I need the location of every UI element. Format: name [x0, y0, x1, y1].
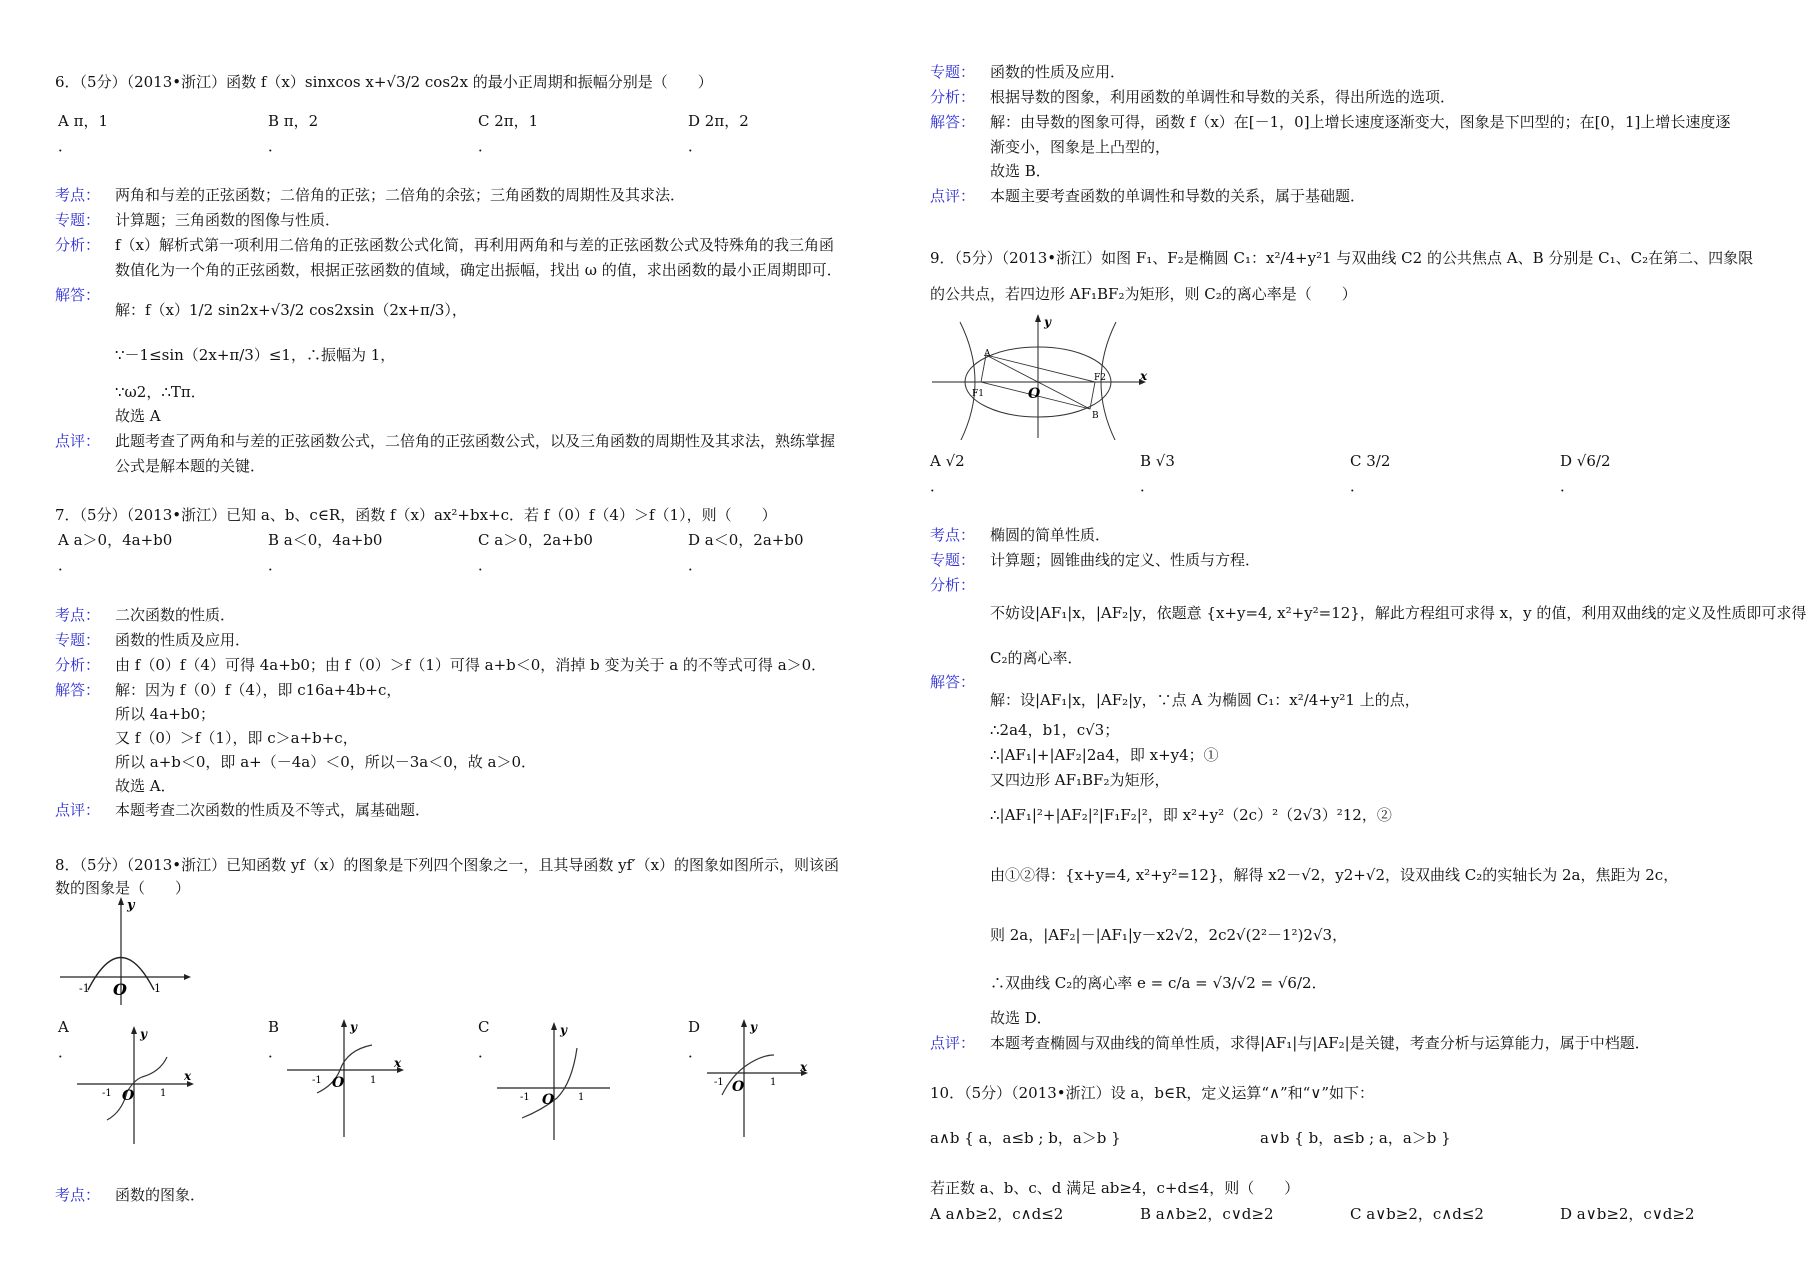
svg-text:B: B	[1092, 411, 1099, 421]
q7-stem: 7．（5分）（2013•浙江）已知 a、b、c∈R，函数 f（x）ax²+bx+c．若 f（0）f（4）＞f（1），则（ ）	[55, 506, 777, 524]
q7-dot-a: ．	[58, 556, 74, 574]
svg-text:O: O	[113, 980, 127, 999]
q9-stem-line2: 的公共点，若四边形 AF₁BF₂为矩形，则 C₂的离心率是（ ）	[930, 285, 1357, 303]
q9-jieda-line8: ∴双曲线 C₂的离心率 e = c/a = √3/√2 = √6/2．	[990, 974, 1327, 992]
q7-fenxi-label: 分析：	[55, 656, 101, 674]
q8-dianping-label: 点评：	[930, 187, 976, 205]
q9-kaodian-label: 考点：	[930, 526, 976, 544]
q10-condition: 若正数 a、b、c、d 满足 ab≥4，c+d≤4，则（ ）	[930, 1179, 1300, 1197]
q9-option-a: A √2	[930, 452, 965, 470]
svg-text:y: y	[560, 1023, 567, 1037]
q8-kaodian-label: 考点：	[55, 1186, 101, 1204]
q6-kaodian-label: 考点：	[55, 186, 101, 204]
q6-dianping-line2: 公式是解本题的关键．	[115, 457, 266, 475]
q7-dot-b: ．	[268, 556, 284, 574]
q10-option-d: D a∨b≥2，c∨d≥2	[1560, 1205, 1695, 1223]
q6-option-a: A π，1	[58, 112, 109, 130]
q7-option-b: B a＜0，4a+b0	[268, 531, 383, 549]
q9-stem-line1: 9．（5分）（2013•浙江）如图 F₁、F₂是椭圆 C₁：x²/4+y²1 与双曲线 C2 的公共焦点 A、B 分别是 C₁、C₂在第二、四象限	[930, 249, 1754, 267]
q8-fenxi-label: 分析：	[930, 88, 976, 106]
q9-option-d: D √6/2	[1560, 452, 1611, 470]
svg-text:y: y	[140, 1027, 147, 1041]
q8-graph-b	[282, 1015, 412, 1140]
q9-dianping-label: 点评：	[930, 1034, 976, 1052]
q8-jieda-line1: 解：由导数的图象可得，函数 f（x）在[－1，0]上增长速度逐渐变大，图象是下凹型的；在[0，1]上增长速度逐	[990, 113, 1731, 131]
q8-jieda-line2: 渐变小，图象是上凸型的，	[990, 138, 1171, 156]
q7-option-d: D a＜0，2a+b0	[688, 531, 804, 549]
svg-text:1: 1	[154, 982, 161, 995]
svg-text:A: A	[984, 349, 991, 359]
q6-jieda-line4: 故选 A	[115, 407, 161, 425]
q9-dot-a: ．	[930, 477, 946, 495]
q7-dot-d: ．	[688, 556, 704, 574]
q9-dianping: 本题考查椭圆与双曲线的简单性质，求得|AF₁|与|AF₂|是关键，考查分析与运算能力，属于中档题．	[990, 1034, 1650, 1052]
q9-jieda-line7: 则 2a，|AF₂|－|AF₁|y－x2√2，2c2√(2²－1²)2√3，	[990, 926, 1348, 944]
q9-ellipse-hyperbola-figure	[930, 310, 1160, 440]
q9-jieda-line2: ∴2a4，b1，c√3；	[990, 721, 1120, 739]
q7-kaodian-label: 考点：	[55, 606, 101, 624]
svg-text:-1: -1	[714, 1077, 724, 1088]
q8-fenxi: 根据导数的图象，利用函数的单调性和导数的关系，得出所选的选项．	[990, 88, 1456, 106]
svg-text:F2: F2	[1094, 373, 1106, 383]
q8-stem-line1: 8．（5分）（2013•浙江）已知函数 yf（x）的图象是下列四个图象之一，且其导函数 yf′（x）的图象如图所示，则该函	[55, 856, 840, 874]
q6-dot-a: ．	[58, 137, 74, 155]
svg-text:1: 1	[370, 1075, 377, 1086]
q8-graph-d	[702, 1015, 832, 1140]
q8-stem-line2: 数的图象是（ ）	[55, 879, 191, 897]
q7-fenxi: 由 f（0）f（4）可得 4a+b0；由 f（0）＞f（1）可得 a+b＜0，消掉 b 变为关于 a 的不等式可得 a＞0．	[115, 656, 827, 674]
q7-jieda-line2: 所以 4a+b0；	[115, 705, 215, 723]
q7-option-a: A a＞0，4a+b0	[58, 531, 173, 549]
q8-option-c: C	[478, 1018, 490, 1036]
q9-jieda-line6: 由①②得：{x+y=4, x²+y²=12}，解得 x2－√2，y2+√2，设双曲线 C₂的实轴长为 2a，焦距为 2c，	[990, 866, 1679, 884]
q6-stem: 6．（5分）（2013•浙江）函数 f（x）sinxcos x+√3/2 cos2x 的最小正周期和振幅分别是（ ）	[55, 73, 713, 91]
q8-dot-a: ．	[58, 1043, 74, 1061]
q9-zhuanti: 计算题；圆锥曲线的定义、性质与方程．	[990, 551, 1261, 569]
q9-jieda-line4: 又四边形 AF₁BF₂为矩形，	[990, 771, 1170, 789]
q8-derivative-graph	[55, 895, 195, 1010]
q8-graph-a	[72, 1022, 202, 1147]
q6-zhuanti: 计算题；三角函数的图像与性质．	[115, 211, 341, 229]
q7-dot-c: ．	[478, 556, 494, 574]
q8-dot-b: ．	[268, 1043, 284, 1061]
svg-text:O: O	[732, 1079, 745, 1095]
q6-fenxi-line2: 数值化为一个角的正弦函数，根据正弦函数的值域，确定出振幅，找出 ω 的值，求出函数的最小正周期即可．	[115, 261, 842, 279]
svg-text:x: x	[394, 1056, 402, 1070]
q6-dot-b: ．	[268, 137, 284, 155]
q6-option-c: C 2π，1	[478, 112, 539, 130]
q7-option-c: C a＞0，2a+b0	[478, 531, 593, 549]
q9-dot-c: ．	[1350, 477, 1366, 495]
q7-jieda-line1: 解：因为 f（0）f（4），即 c16a+4b+c，	[115, 681, 402, 699]
q7-zhuanti: 函数的性质及应用．	[115, 631, 251, 649]
q7-jieda-label: 解答：	[55, 681, 101, 699]
q9-jieda-line9: 故选 D．	[990, 1009, 1052, 1027]
svg-text:1: 1	[578, 1092, 585, 1103]
q8-kaodian: 函数的图象．	[115, 1186, 206, 1204]
svg-text:y: y	[127, 898, 135, 913]
q6-jieda-label: 解答：	[55, 286, 101, 304]
q9-fenxi-line2: C₂的离心率．	[990, 649, 1083, 667]
q10-stem: 10．（5分）（2013•浙江）设 a，b∈R，定义运算“∧”和“∨”如下：	[930, 1084, 1374, 1102]
q7-jieda-line4: 所以 a+b＜0，即 a+（－4a）＜0，所以－3a＜0，故 a＞0．	[115, 753, 537, 771]
svg-text:-1: -1	[79, 982, 90, 995]
q6-option-b: B π，2	[268, 112, 319, 130]
q9-jieda-line1: 解：设|AF₁|x，|AF₂|y，∵点 A 为椭圆 C₁：x²/4+y²1 上的点，	[990, 691, 1420, 709]
q8-option-a: A	[58, 1018, 69, 1036]
q7-dianping: 本题考查二次函数的性质及不等式，属基础题．	[115, 801, 431, 819]
q9-dot-b: ．	[1140, 477, 1156, 495]
q9-kaodian: 椭圆的简单性质．	[990, 526, 1111, 544]
q6-dot-d: ．	[688, 137, 704, 155]
q8-zhuanti: 函数的性质及应用．	[990, 63, 1126, 81]
svg-text:F1: F1	[972, 389, 984, 399]
q10-option-a: A a∧b≥2，c∧d≤2	[930, 1205, 1064, 1223]
q7-jieda-line3: 又 f（0）＞f（1），即 c＞a+b+c，	[115, 729, 358, 747]
q9-option-b: B √3	[1140, 452, 1175, 470]
q7-zhuanti-label: 专题：	[55, 631, 101, 649]
q10-option-b: B a∧b≥2，c∨d≥2	[1140, 1205, 1274, 1223]
q9-jieda-line5: ∴|AF₁|²+|AF₂|²|F₁F₂|²，即 x²+y²（2c）²（2√3）²12，②	[990, 806, 1392, 824]
q10-def-and: a∧b { a，a≤b ; b，a＞b }	[930, 1129, 1121, 1147]
svg-text:1: 1	[160, 1088, 167, 1099]
q6-zhuanti-label: 专题：	[55, 211, 101, 229]
q8-option-b: B	[268, 1018, 280, 1036]
svg-text:y: y	[1044, 315, 1051, 329]
q6-jieda-line2: ∵－1≤sin（2x+π/3）≤1，∴振幅为 1，	[115, 346, 396, 364]
svg-text:y: y	[350, 1020, 357, 1034]
q8-graph-c	[492, 1018, 622, 1143]
q8-zhuanti-label: 专题：	[930, 63, 976, 81]
q6-jieda-line3: ∵ω2，∴Tπ．	[115, 383, 206, 401]
q8-dot-c: ．	[478, 1043, 494, 1061]
q9-dot-d: ．	[1560, 477, 1576, 495]
svg-text:-1: -1	[312, 1075, 322, 1086]
q7-dianping-label: 点评：	[55, 801, 101, 819]
q6-fenxi-label: 分析：	[55, 236, 101, 254]
q8-option-d: D	[688, 1018, 701, 1036]
q6-dot-c: ．	[478, 137, 494, 155]
svg-text:-1: -1	[520, 1092, 530, 1103]
q6-fenxi-line1: f（x）解析式第一项利用二倍角的正弦函数公式化简，再利用两角和与差的正弦函数公式及特殊角的我三角函	[115, 236, 835, 254]
q8-jieda-label: 解答：	[930, 113, 976, 131]
svg-text:O: O	[542, 1092, 555, 1108]
q9-jieda-line3: ∴|AF₁|+|AF₂|2a4，即 x+y4；①	[990, 746, 1219, 764]
q9-fenxi-line1: 不妨设|AF₁|x，|AF₂|y，依题意 {x+y=4, x²+y²=12}，解此方程组可求得 x，y 的值，利用双曲线的定义及性质即可求得	[990, 604, 1807, 622]
q6-jieda-line1: 解：f（x）1/2 sin2x+√3/2 cos2xsin（2x+π/3），	[115, 301, 467, 319]
q6-option-d: D 2π，2	[688, 112, 749, 130]
svg-text:x: x	[184, 1069, 192, 1083]
q6-kaodian: 两角和与差的正弦函数；二倍角的正弦；二倍角的余弦；三角函数的周期性及其求法．	[115, 186, 686, 204]
q7-kaodian: 二次函数的性质．	[115, 606, 236, 624]
q6-dianping-label: 点评：	[55, 432, 101, 450]
svg-text:1: 1	[770, 1077, 777, 1088]
q9-zhuanti-label: 专题：	[930, 551, 976, 569]
q10-option-c: C a∨b≥2，c∧d≤2	[1350, 1205, 1484, 1223]
q8-dianping: 本题主要考查函数的单调性和导数的关系，属于基础题．	[990, 187, 1366, 205]
q10-def-or: a∨b { b，a≤b ; a，a＞b }	[1260, 1129, 1451, 1147]
q8-jieda-line3: 故选 B．	[990, 162, 1051, 180]
svg-text:O: O	[122, 1088, 135, 1104]
svg-text:-1: -1	[102, 1088, 112, 1099]
svg-text:x: x	[1140, 369, 1148, 383]
svg-text:y: y	[750, 1020, 757, 1034]
q6-dianping-line1: 此题考查了两角和与差的正弦函数公式，二倍角的正弦函数公式，以及三角函数的周期性及其求法，熟练掌握	[115, 432, 836, 450]
q9-option-c: C 3/2	[1350, 452, 1391, 470]
q9-fenxi-label: 分析：	[930, 576, 976, 594]
q8-dot-d: ．	[688, 1043, 704, 1061]
q9-jieda-label: 解答：	[930, 673, 976, 691]
svg-text:O: O	[332, 1075, 345, 1091]
svg-text:x: x	[800, 1060, 808, 1074]
svg-text:O: O	[1028, 386, 1041, 402]
q7-jieda-line5: 故选 A．	[115, 777, 176, 795]
